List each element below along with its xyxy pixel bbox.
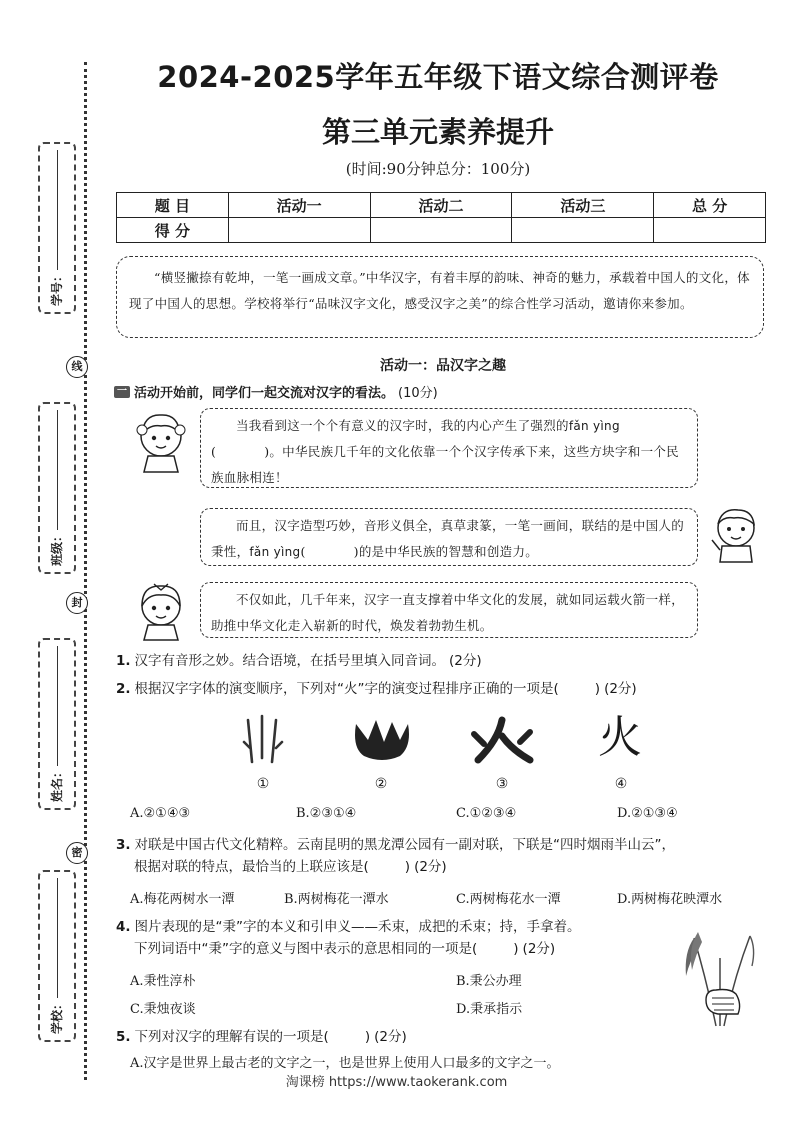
question-score: (2分) — [522, 941, 556, 957]
question-1 — [116, 650, 482, 672]
pinyin: fǎn yìng — [568, 419, 620, 433]
paren-close: ) — [353, 544, 359, 559]
question-score: (2分) — [374, 1029, 407, 1045]
speech-bubble-2 — [200, 508, 698, 566]
glyph-label: ① — [256, 776, 270, 792]
question-text: 对联是中国古代文化精粹。云南昆明的黑龙潭公园有一副对联，下联是“四时烟雨半山云”， — [134, 837, 676, 853]
field-underline — [57, 150, 58, 270]
student-id-label: 学号： — [50, 269, 64, 306]
option-a[interactable]: A.汉字是世界上最古老的文字之一，也是世界上使用人口最多的文字之一。 — [130, 1056, 560, 1071]
score-table — [116, 192, 766, 243]
paren-close: ) — [513, 941, 519, 957]
score-table-score-row — [117, 218, 766, 243]
option-d[interactable]: D.②①③④ — [617, 806, 678, 821]
activity-title: 活动一：品汉字之趣 — [380, 358, 506, 374]
fire-glyph-2-icon — [350, 714, 414, 764]
score-table-header-row — [117, 193, 766, 218]
field-underline — [57, 878, 58, 998]
seal-mi: 密 — [66, 842, 88, 864]
score-input-cell[interactable] — [228, 218, 370, 243]
glyph-label: ④ — [614, 776, 628, 792]
score-header-cell: 活动一 — [228, 193, 370, 218]
boy-avatar-icon — [708, 502, 764, 564]
pinyin: fǎn yìng — [249, 545, 301, 559]
question-5 — [116, 1026, 407, 1048]
score-header-cell: 活动三 — [512, 193, 654, 218]
option-a[interactable]: A.秉性淳朴 — [130, 974, 196, 989]
field-underline — [57, 410, 58, 530]
paren-close: ) — [364, 1029, 371, 1045]
option-d[interactable]: D.两树梅花映潭水 — [617, 892, 723, 907]
score-input-cell[interactable] — [512, 218, 654, 243]
school-label: 学校： — [50, 997, 64, 1034]
fire-glyph-1-icon — [240, 712, 286, 768]
paren-close: ) — [404, 859, 411, 875]
question-text: 根据汉字字体的演变顺序，下列对“火”字的演变过程排序正确的一项是( — [134, 681, 559, 697]
student-id-field[interactable] — [38, 142, 76, 314]
speech-bubble-1 — [200, 408, 698, 488]
time-info: (时间:90分钟总分：100分) — [345, 160, 531, 178]
paren-close: ) — [594, 681, 601, 697]
option-d[interactable]: D.秉承指示 — [456, 1002, 523, 1017]
question-text: 图片表现的是“秉”字的本义和引申义——禾束，成把的禾束；持，手拿着。 — [134, 919, 581, 935]
paren-open: ( — [300, 544, 306, 559]
bubble-text: 当我看到这一个个有意义的汉字时，我的内心产生了强烈的 — [236, 418, 569, 433]
glyph-label: ③ — [495, 776, 509, 792]
question-3 — [116, 834, 675, 878]
question-number: 3. — [116, 837, 131, 853]
seal-feng: 封 — [66, 592, 88, 614]
paren-close: ) — [264, 444, 270, 459]
question-2 — [116, 678, 637, 700]
section-heading — [114, 382, 438, 401]
hand-holding-grain-icon — [676, 918, 766, 1030]
binding-dotted-line — [84, 62, 87, 1080]
speech-bubble-3 — [200, 582, 698, 638]
question-text: 下列对汉字的理解有误的一项是( — [134, 1029, 329, 1045]
section-score: (10分) — [398, 386, 438, 401]
question-score: (2分) — [414, 859, 447, 875]
question-score: (2分) — [604, 681, 637, 697]
question-number: 1. — [116, 653, 131, 669]
question-4 — [116, 916, 581, 960]
section-badge: 一 — [114, 386, 130, 398]
class-field[interactable] — [38, 402, 76, 574]
option-a[interactable]: A.梅花两树水一潭 — [130, 892, 235, 907]
field-underline — [57, 646, 58, 766]
footer-watermark: 淘课榜 https://www.taokerank.com — [285, 1075, 508, 1090]
score-header-cell: 题 目 — [117, 193, 229, 218]
score-input-cell[interactable] — [370, 218, 512, 243]
question-number: 2. — [116, 681, 131, 697]
school-field[interactable] — [38, 870, 76, 1042]
class-label: 班级： — [50, 529, 64, 566]
section-title: 活动开始前，同学们一起交流对汉字的看法。 — [134, 386, 395, 401]
question-text-2: 下列词语中“秉”字的意义与图中表示的意思相同的一项是( — [134, 941, 478, 957]
girl-avatar-2-icon — [132, 580, 190, 642]
seal-xian: 线 — [66, 356, 88, 378]
bubble-text: 而且，汉字造型巧妙，音形义俱全，真草隶篆，一笔一画间，联结的是中国人的秉性， — [211, 518, 685, 559]
girl-avatar-icon — [132, 408, 190, 474]
option-a[interactable]: A.②①④③ — [130, 806, 191, 821]
bubble-text: 的是中华民族的智慧和创造力。 — [358, 544, 539, 559]
option-c[interactable]: C.①②③④ — [456, 806, 517, 821]
score-input-cell[interactable] — [654, 218, 766, 243]
question-score: (2分) — [449, 653, 482, 669]
paren-open: ( — [211, 444, 217, 459]
option-b[interactable]: B.两树梅花一潭水 — [284, 892, 389, 907]
question-text-2: 根据对联的特点，最恰当的上联应该是( — [134, 859, 369, 875]
bubble-text: 不仅如此，几千年来，汉字一直支撑着中华文化的发展，就如同运载火箭一样，助推中华文化走入崭新的时代，焕发着勃勃生机。 — [211, 592, 685, 633]
option-b[interactable]: B.秉公办理 — [456, 974, 522, 989]
option-b[interactable]: B.②③①④ — [296, 806, 357, 821]
option-c[interactable]: C.两树梅花水一潭 — [456, 892, 561, 907]
glyph-label: ② — [374, 776, 388, 792]
name-field[interactable] — [38, 638, 76, 810]
fire-glyph-3-icon — [468, 716, 536, 766]
question-number: 5. — [116, 1029, 131, 1045]
page-title: 2024-2025学年五年级下语文综合测评卷 — [157, 60, 719, 94]
fire-glyph-4: 火 — [598, 712, 642, 763]
intro-passage: “横竖撇捺有乾坤，一笔一画成文章。”中华汉字，有着丰厚的韵味、神奇的魅力，承载着中国人的文化，体现了中国人的思想。学校将举行“品味汉字文化，感受汉字之美”的综合性学习活动，邀请你来参加。 — [116, 256, 764, 338]
option-c[interactable]: C.秉烛夜谈 — [130, 1002, 196, 1017]
bubble-text: 。中华民族几千年的文化依靠一个个汉字传承下来，这些方块字和一个民族血脉相连！ — [211, 444, 679, 485]
question-number: 4. — [116, 919, 131, 935]
question-text: 汉字有音形之妙。结合语境，在括号里填入同音词。 — [134, 653, 446, 669]
name-label: 姓名： — [50, 765, 64, 802]
score-header-cell: 活动二 — [370, 193, 512, 218]
score-row-label: 得 分 — [117, 218, 229, 243]
score-header-cell: 总 分 — [654, 193, 766, 218]
unit-title: 第三单元素养提升 — [321, 115, 554, 149]
